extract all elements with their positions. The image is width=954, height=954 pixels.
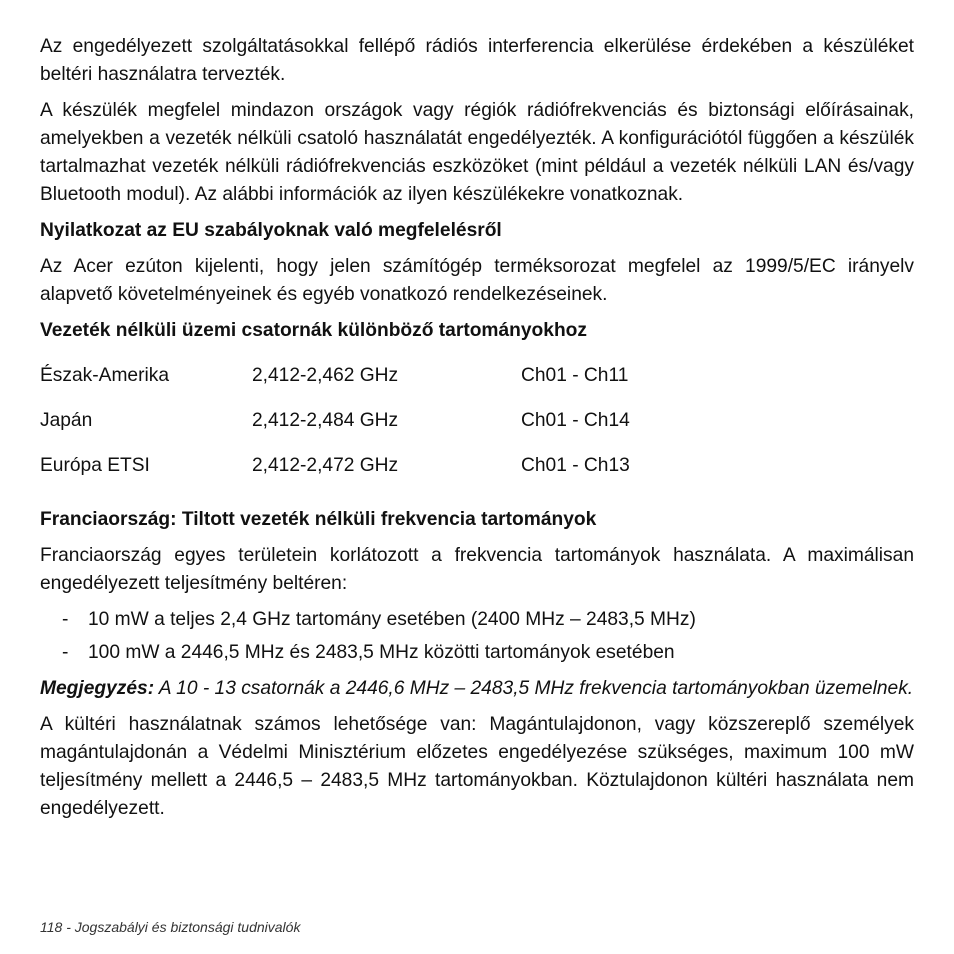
channel-table [40, 353, 914, 492]
paragraph-france-limits: Franciaország egyes területein korlátozott a frekvencia tartományok használata. A maximálisan engedélyezett teljesítmény beltéren: [40, 545, 914, 594]
list-item [40, 606, 914, 634]
frequency-cell: 2,412-2,472 GHz [252, 455, 399, 476]
document-body [40, 33, 914, 831]
list-item-text: 10 mW a teljes 2,4 GHz tartomány esetében (2400 MHz – 2483,5 MHz) [88, 609, 696, 630]
note-paragraph [40, 675, 914, 703]
list-item-text: 100 mW a 2446,5 MHz és 2483,5 MHz közötti tartományok esetében [88, 642, 675, 663]
region-cell: Észak-Amerika [40, 365, 170, 386]
table-row [40, 353, 914, 402]
region-cell: Japán [40, 410, 93, 431]
table-row [40, 447, 914, 492]
page-footer: 118 - Jogszabályi és biztonsági tudnivalók [40, 919, 301, 935]
region-cell: Európa ETSI [40, 455, 150, 476]
table-row [40, 402, 914, 447]
frequency-cell: 2,412-2,462 GHz [252, 365, 399, 386]
list-dash: - [62, 642, 69, 663]
heading-channels: Vezeték nélküli üzemi csatornák különböző tartományokhoz [40, 320, 587, 341]
paragraph-interference: Az engedélyezett szolgáltatásokkal fellépő rádiós interferencia elkerülése érdekében a készüléket beltéri használatra tervezték. [40, 36, 914, 85]
frequency-cell: 2,412-2,484 GHz [252, 410, 399, 431]
list-item [40, 639, 914, 667]
list-dash: - [62, 609, 69, 630]
channels-cell: Ch01 - Ch11 [521, 365, 629, 386]
paragraph-outdoor-use: A kültéri használatnak számos lehetősége van: Magántulajdonon, vagy közszereplő személyek magántulajdonán a Védelmi Minisztérium előzetes engedélyezése szükséges, maximum 100 mW teljesítmény mellett a 2446,5 – 2483,5 MHz tartományokban. Köztulajdonon kültéri használata nem engedélyezett. [40, 714, 914, 819]
heading-france: Franciaország: Tiltott vezeték nélküli frekvencia tartományok [40, 509, 597, 530]
power-limit-list [40, 606, 914, 667]
heading-eu-declaration: Nyilatkozat az EU szabályoknak való megfelelésről [40, 220, 502, 241]
paragraph-acer-declaration: Az Acer ezúton kijelenti, hogy jelen számítógép terméksorozat megfelel az 1999/5/EC irányelv alapvető követelményeinek és egyéb vonatkozó rendelkezéseinek. [40, 256, 914, 305]
channels-cell: Ch01 - Ch13 [521, 455, 630, 476]
channels-cell: Ch01 - Ch14 [521, 410, 630, 431]
note-text: A 10 - 13 csatornák a 2446,6 MHz – 2483,5 MHz frekvencia tartományokban üzemelnek. [154, 678, 914, 699]
paragraph-compliance: A készülék megfelel mindazon országok vagy régiók rádiófrekvenciás és biztonsági előírásainak, amelyekben a vezeték nélküli csatoló használatát engedélyezték. A konfigurációtól függően a készülék tartalmazhat vezeték nélküli rádiófrekvenciás eszközöket (mint például a vezeték nélküli LAN és/vagy Bluetooth modul). Az alábbi információk az ilyen készülékekre vonatkoznak. [40, 100, 914, 205]
note-label: Megjegyzés: [40, 678, 155, 699]
